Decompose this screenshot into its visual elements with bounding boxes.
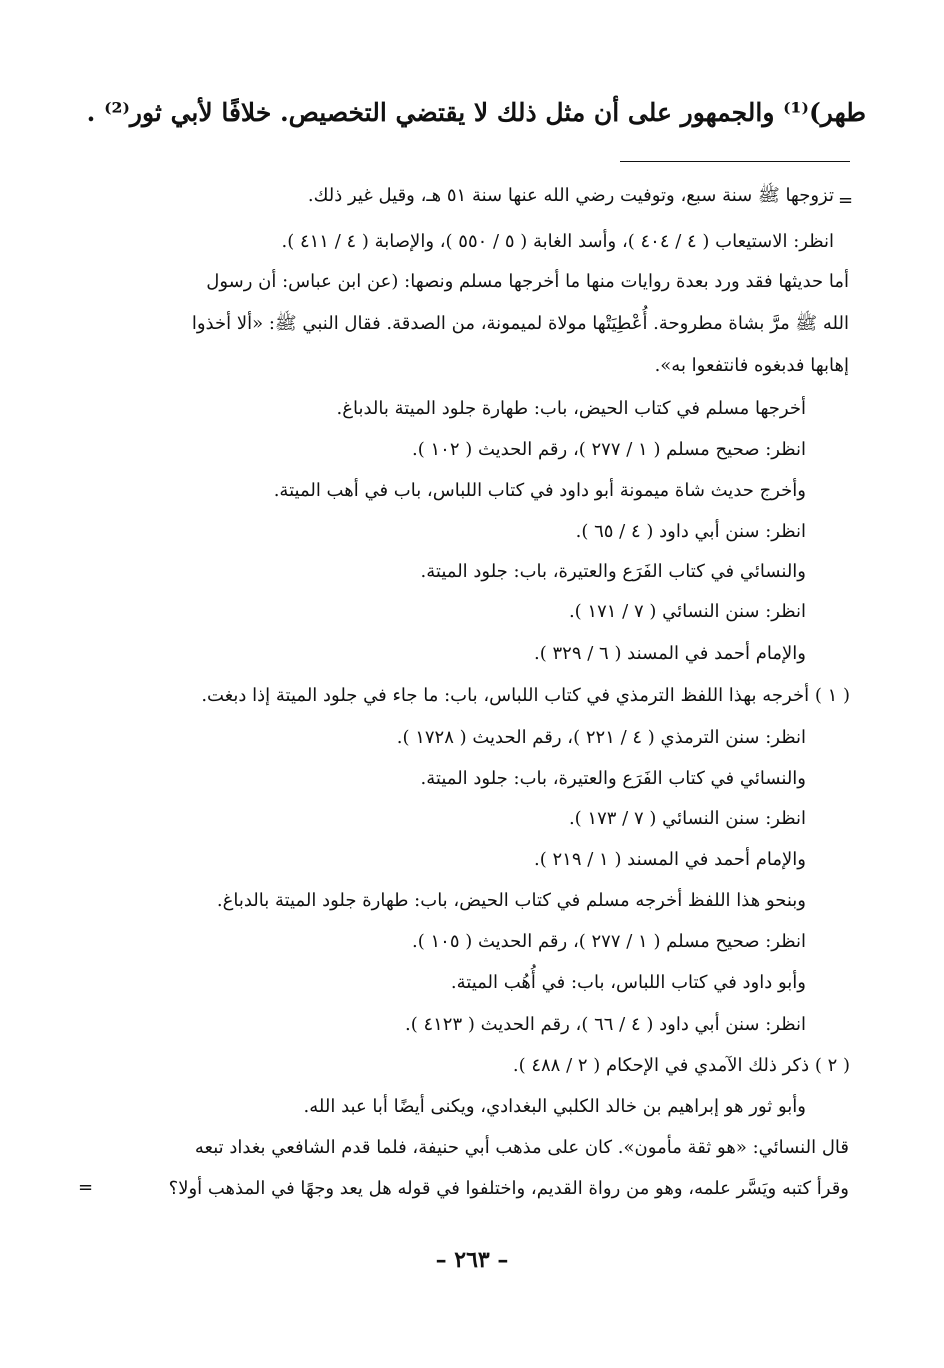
footnote-line: انظر: الاستيعاب ( ٤ / ٤٠٤ )، وأسد الغابة ( ٥ / ٥٥٠ )، والإصابة ( ٤ / ٤١١ ). [281, 231, 834, 252]
footnote-line: انظر: سنن أبي داود ( ٤ / ٦٥ ). [575, 521, 806, 542]
footnote-line: الله ﷺ مرَّ بشاة مطروحة. أُعْطِيَتْها مولاة لميمونة، من الصدقة. فقال النبي ﷺ: «ألا أخذوا [191, 313, 849, 334]
main-text-line: طهر)⁽¹⁾ والجمهور على أن مثل ذلك لا يقتضي التخصيص. خلافًا لأبي ثور⁽²⁾ . [86, 98, 866, 127]
footnote-line: أخرجها مسلم في كتاب الحيض، باب: طهارة جلود الميتة بالدباغ. [336, 398, 806, 419]
footnote-line: تزوجها ﷺ سنة سبع، وتوفيت رضي الله عنها سنة ٥١ هـ، وقيل غير ذلك. [307, 185, 834, 206]
continuation-mark-bottom: = [78, 1177, 94, 1198]
footnote-divider [620, 161, 850, 162]
footnote-line: والنسائي في كتاب الفَرَع والعتيرة، باب: جلود الميتة. [420, 561, 806, 582]
page-number: – ٢٦٣ – [435, 1247, 509, 1273]
footnote-line: انظر: سنن النسائي ( ٧ / ١٧٣ ). [568, 808, 806, 829]
footnote-line: والإمام أحمد في المسند ( ٦ / ٣٢٩ ). [534, 643, 806, 664]
footnote-line: وأخرج حديث شاة ميمونة أبو داود في كتاب اللباس، باب في أهب الميتة. [273, 480, 806, 501]
continuation-mark-top: = [838, 190, 854, 211]
footnote-line: والنسائي في كتاب الفَرَع والعتيرة، باب: جلود الميتة. [420, 768, 806, 789]
footnote-line: انظر: سنن النسائي ( ٧ / ١٧١ ). [568, 601, 806, 622]
footnote-line: وبنحو هذا اللفظ أخرجه مسلم في كتاب الحيض، باب: طهارة جلود الميتة بالدباغ. [216, 890, 806, 911]
footnote-line: والإمام أحمد في المسند ( ١ / ٢١٩ ). [534, 849, 806, 870]
footnote-line: وأبو ثور هو إبراهيم بن خالد الكلبي البغدادي، ويكنى أيضًا أبا عبد الله. [303, 1096, 806, 1117]
footnote-line: وأبو داود في كتاب اللباس، باب: في أُهُب الميتة. [450, 972, 806, 993]
footnote-line: انظر: صحيح مسلم ( ١ / ٢٧٧ )، رقم الحديث ( ١٠٢ ). [412, 439, 806, 460]
footnote-line: انظر: سنن الترمذي ( ٤ / ٢٢١ )، رقم الحديث ( ١٧٢٨ ). [396, 727, 806, 748]
footnote-line: وقرأ كتبه ويَسَّر علمه، وهو من رواة القديم، واختلفوا في قوله هل يعد وجهًا في المذهب أولا؟ [168, 1178, 849, 1199]
footnote-line: قال النسائي: «هو ثقة مأمون». كان على مذهب أبي حنيفة، فلما قدم الشافعي بغداد تبعه [194, 1137, 849, 1158]
footnote-2-line: ( ٢ ) ذكر ذلك الآمدي في الإحكام ( ٢ / ٤٨٨ ). [512, 1055, 850, 1076]
footnote-1-line: ( ١ ) أخرجه بهذا اللفظ الترمذي في كتاب اللباس، باب: ما جاء في جلود الميتة إذا دبغت. [201, 685, 850, 706]
footnote-line: انظر: سنن أبي داود ( ٤ / ٦٦ )، رقم الحديث ( ٤١٢٣ ). [404, 1014, 806, 1035]
footnote-line: انظر: صحيح مسلم ( ١ / ٢٧٧ )، رقم الحديث ( ١٠٥ ). [412, 931, 806, 952]
footnote-line: أما حديثها فقد ورد بعدة روايات منها ما أخرجها مسلم ونصها: (عن ابن عباس: أن رسول [206, 271, 849, 292]
footnote-line: إهابها فدبغوه فانتفعوا به». [654, 355, 849, 376]
